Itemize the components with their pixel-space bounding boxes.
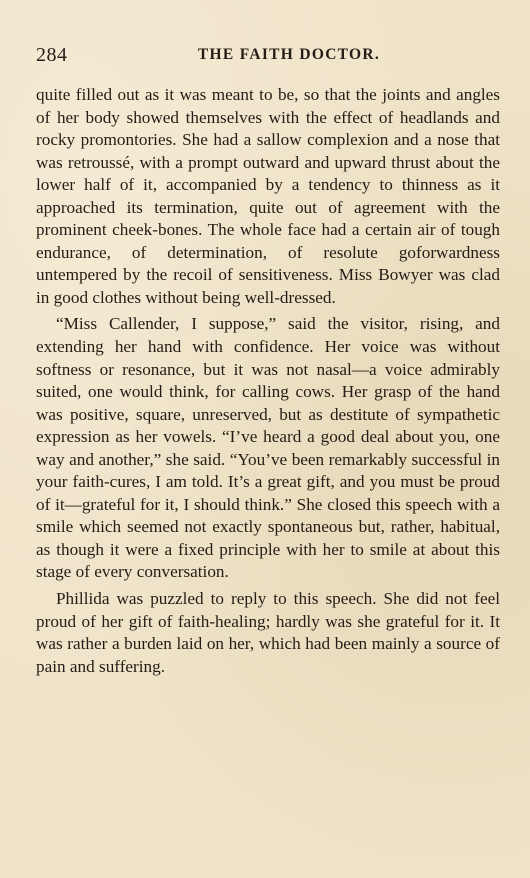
book-title: THE FAITH DOCTOR. <box>197 46 381 63</box>
paragraph-3: Phillida was puzzled to reply to this speech. She did not feel proud of her gift of faith-healing; hardly was she grateful for it. It was rather a burden laid on her, which had been mainly a source of pain and suffering. <box>36 589 500 676</box>
running-head <box>36 44 502 70</box>
paragraph-2: “Miss Callender, I suppose,” said the visitor, rising, and extending her hand with confidence. Her voice was without softness or resonance, but it was not nasal—a voice admirably suited, one would think, for calling cows. Her grasp of the hand was positive, square, unreserved, but as destitute of sympathetic expression as her vowels. “I’ve heard a good deal about you, one way and another,” she said. “You’ve been remarkably successful in your faith-cures, I am told. It’s a great gift, and you must be proud of it—grateful for it, I should think.” She closed this speech with a smile which seemed not exactly spontaneous but, rather, habitual, as though it were a fixed principle with her to smile at about this stage of every conversation. <box>36 314 500 582</box>
paragraph-1: quite filled out as it was meant to be, so that the joints and angles of her body showed themselves with the effect of headlands and rocky promontories. She had a sallow complexion and a nose that was retroussé, with a prompt outward and upward thrust about the lower half of it, accompanied by a tendency to thinness as it approached its termination, quite out of agreement with the prominent cheek-bones. The whole face had a certain air of tough endurance, of determination, of resolute goforwardness untempered by the recoil of sensitiveness. Miss Bowyer was clad in good clothes without being well-dressed. <box>36 85 500 307</box>
page-number: 284 <box>36 44 68 66</box>
body-text <box>36 84 500 682</box>
